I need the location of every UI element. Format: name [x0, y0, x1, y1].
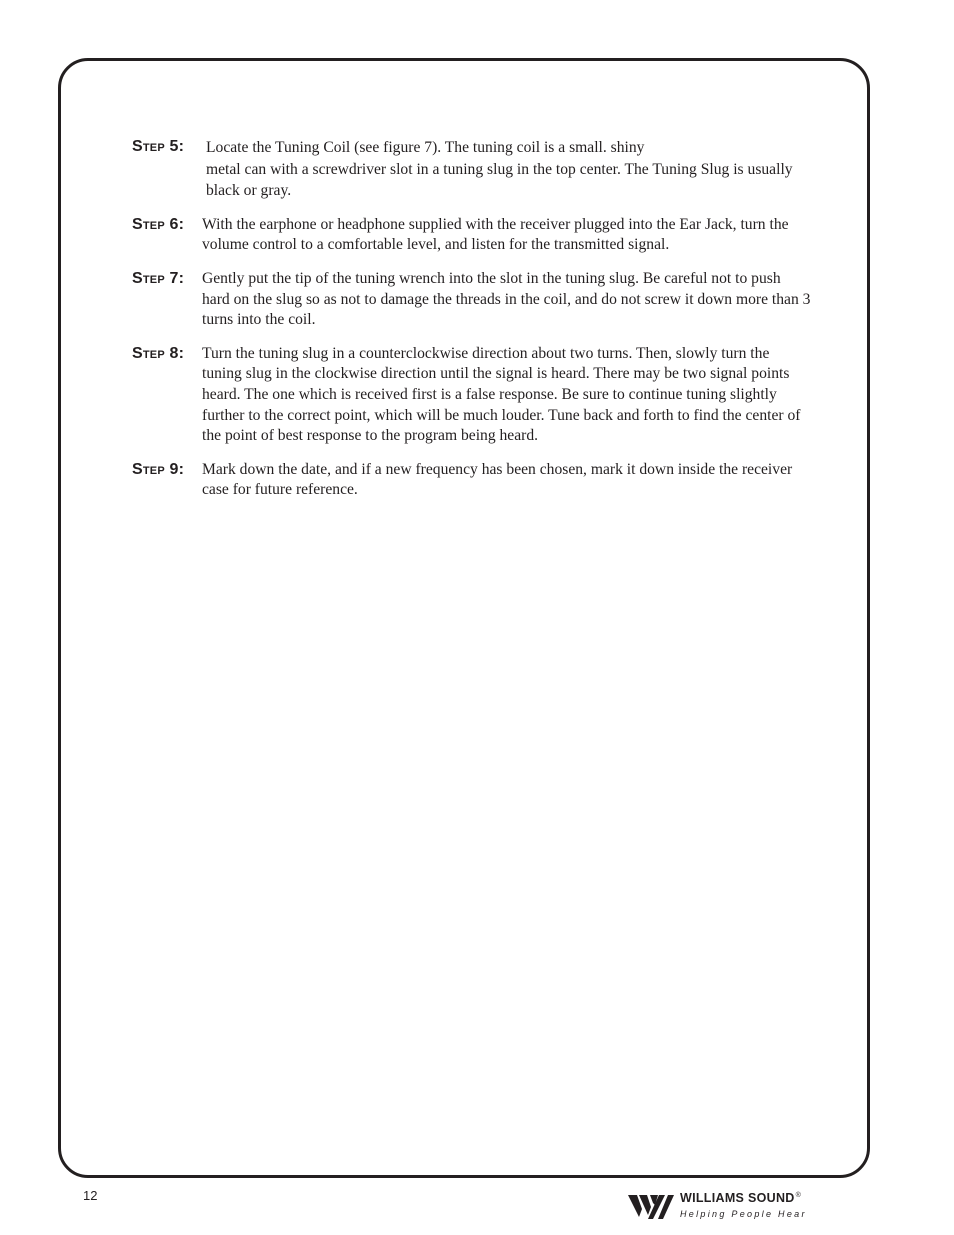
step-6-label: Step 6: — [132, 215, 185, 233]
registered-mark: ® — [795, 1191, 802, 1199]
step-7 — [132, 269, 812, 331]
step-8-text: Turn the tuning slug in a counterclockwise direction about two turns. Then, slowly turn the tuning slug in the clockwise direction until the signal is heard. There may be two signal points heard. The one which is received first is a false response. Be sure to continue tuning slightly further to the correct point, which will be much louder. Tune back and forth to find the center of the point of best response to the program being heard. — [202, 344, 801, 445]
williams-sound-logo — [628, 1190, 828, 1224]
step-7-text: Gently put the tip of the tuning wrench into the slot in the tuning slug. Be careful not to push hard on the slug so as not to damage the threads in the coil, and do not screw it down more than 3 turns into the coil. — [202, 269, 811, 329]
step-6 — [132, 215, 812, 256]
step-9-label: Step 9: — [132, 460, 185, 478]
step-9 — [132, 460, 812, 501]
step-5 — [132, 137, 812, 202]
brand-name — [680, 1191, 801, 1205]
brand-tagline: Helping People Hear — [680, 1209, 807, 1219]
brand-name-text: WILLIAMS SOUND — [680, 1191, 795, 1205]
step-8 — [132, 344, 812, 447]
step-5-label: Step 5: — [132, 138, 185, 155]
step-8-label: Step 8: — [132, 344, 185, 362]
steps-list — [132, 137, 812, 514]
step-5-text: Locate the Tuning Coil (see figure 7). The tuning coil is a small. shiny metal can with a screwdriver slot in a tuning slug in the top center. The Tuning Slug is usually black or gray. — [206, 139, 793, 200]
step-6-text: With the earphone or headphone supplied with the receiver plugged into the Ear Jack, turn the volume control to a comfortable level, and listen for the transmitted signal. — [202, 215, 789, 254]
page-number: 12 — [83, 1188, 98, 1203]
step-7-label: Step 7: — [132, 269, 185, 287]
step-9-text: Mark down the date, and if a new frequency has been chosen, mark it down inside the receiver case for future reference. — [202, 460, 793, 499]
williams-sound-logo-icon — [628, 1192, 674, 1220]
